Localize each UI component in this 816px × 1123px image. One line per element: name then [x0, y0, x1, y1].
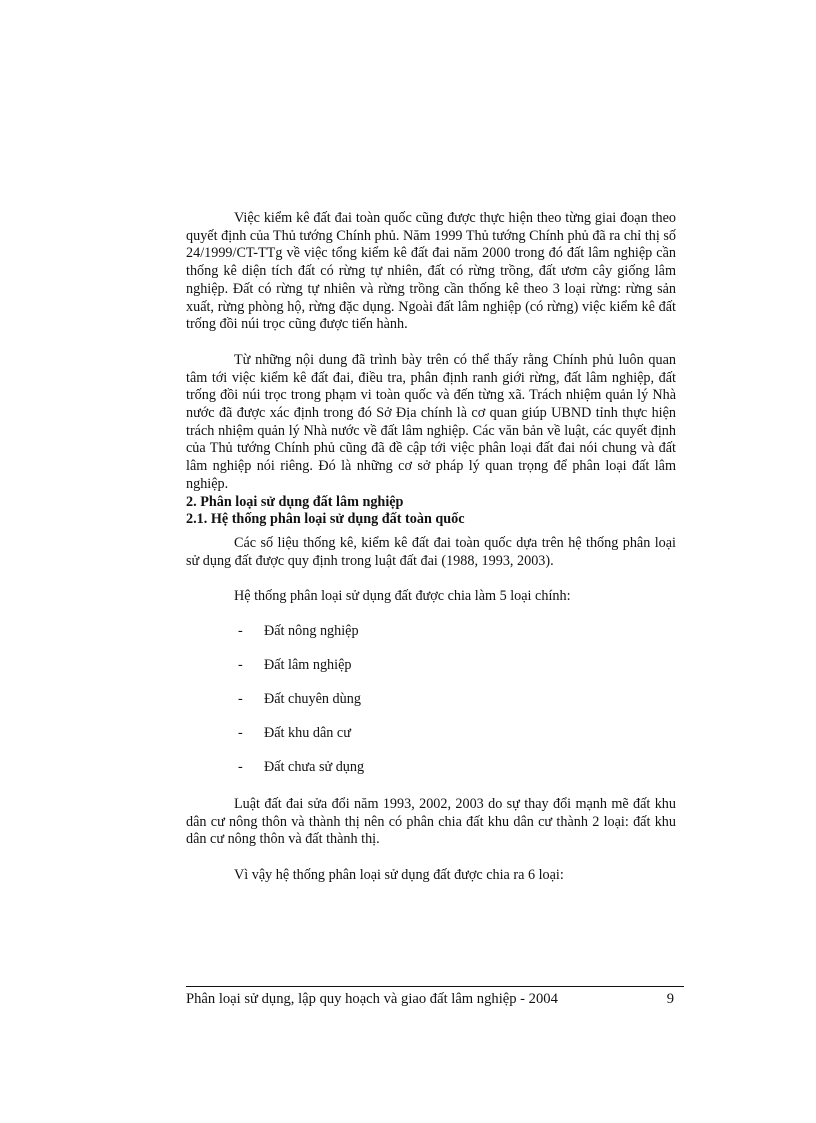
list-item — [186, 623, 676, 641]
list-bullet: - — [238, 657, 243, 674]
list-item — [186, 759, 676, 777]
land-type-list — [186, 623, 676, 777]
list-item-text: Đất chuyên dùng — [264, 691, 361, 708]
page-number: 9 — [666, 991, 674, 1007]
page-content — [186, 210, 676, 885]
page-footer — [186, 986, 684, 1007]
list-item-text: Đất nông nghiệp — [264, 623, 359, 640]
section-heading-2-1: 2.1. Hệ thống phân loại sử dụng đất toàn quốc — [186, 511, 465, 528]
list-bullet: - — [238, 691, 243, 708]
list-item-text: Đất lâm nghiệp — [264, 657, 352, 674]
section-heading-2: 2. Phân loại sử dụng đất lâm nghiệp — [186, 493, 404, 510]
list-item — [186, 657, 676, 675]
list-bullet: - — [238, 759, 243, 776]
list-bullet: - — [238, 725, 243, 742]
paragraph-six-types-intro: Vì vậy hệ thống phân loại sử dụng đất được chia ra 6 loại: — [234, 867, 564, 884]
paragraph-land-inventory: Việc kiểm kê đất đai toàn quốc cũng được thực hiện theo từng giai đoạn theo quyết định của Thủ tướng Chính phủ. Năm 1999 Thủ tướng Chính phủ đã ra chỉ thị số 24/1999/CT-TTg về việc tổng kiểm kê đất đai năm 2000 trong đó đất lâm nghiệp cần thống kê diện tích đất có rừng tự nhiên, đất có rừng trồng, đất ươm cây giống lâm nghiệp. Đất có rừng tự nhiên và rừng trồng cần thống kê theo 3 loại rừng: rừng sản xuất, rừng phòng hộ, rừng đặc dụng. Ngoài đất lâm nghiệp (có rừng) việc kiểm kê đất trống đồi núi trọc cũng được tiến hành. — [186, 210, 676, 333]
list-item — [186, 725, 676, 743]
list-item — [186, 691, 676, 709]
footer-title: Phân loại sử dụng, lập quy hoạch và giao đất lâm nghiệp - 2004 — [186, 991, 558, 1007]
paragraph-government-responsibility: Từ những nội dung đã trình bày trên có thể thấy rằng Chính phủ luôn quan tâm tới việc kiểm kê đất đai, điều tra, phân định ranh giới rừng, đất lâm nghiệp, đất trống đồi núi trọc trong phạm vi toàn quốc và đến từng xã. Trách nhiệm quản lý Nhà nước đã được xác định trong đó Sở Địa chính là cơ quan giúp UBND tỉnh thực hiện trách nhiệm quản lý Nhà nước về đất lâm nghiệp. Các văn bản về luật, các quyết định của Thủ tướng Chính phủ cũng đã đề cập tới việc phân loại đất đai nói chung và đất lâm nghiệp nói riêng. Đó là những cơ sở pháp lý quan trọng để phân loại đất lâm nghiệp. — [186, 351, 676, 492]
paragraph-statistics-basis: Các số liệu thống kê, kiểm kê đất đai toàn quốc dựa trên hệ thống phân loại sử dụng đất được quy định trong luật đất đai (1988, 1993, 2003). — [186, 534, 676, 569]
paragraph-five-types-intro: Hệ thống phân loại sử dụng đất được chia làm 5 loại chính: — [234, 588, 571, 605]
list-item-text: Đất chưa sử dụng — [264, 759, 365, 776]
list-item-text: Đất khu dân cư — [264, 725, 351, 742]
paragraph-law-amendment: Luật đất đai sửa đổi năm 1993, 2002, 2003 do sự thay đổi mạnh mẽ đất khu dân cư nông thôn và thành thị nên có phân chia đất khu dân cư thành 2 loại: đất khu dân cư nông thôn và đất thành thị. — [186, 796, 676, 848]
list-bullet: - — [238, 623, 243, 640]
